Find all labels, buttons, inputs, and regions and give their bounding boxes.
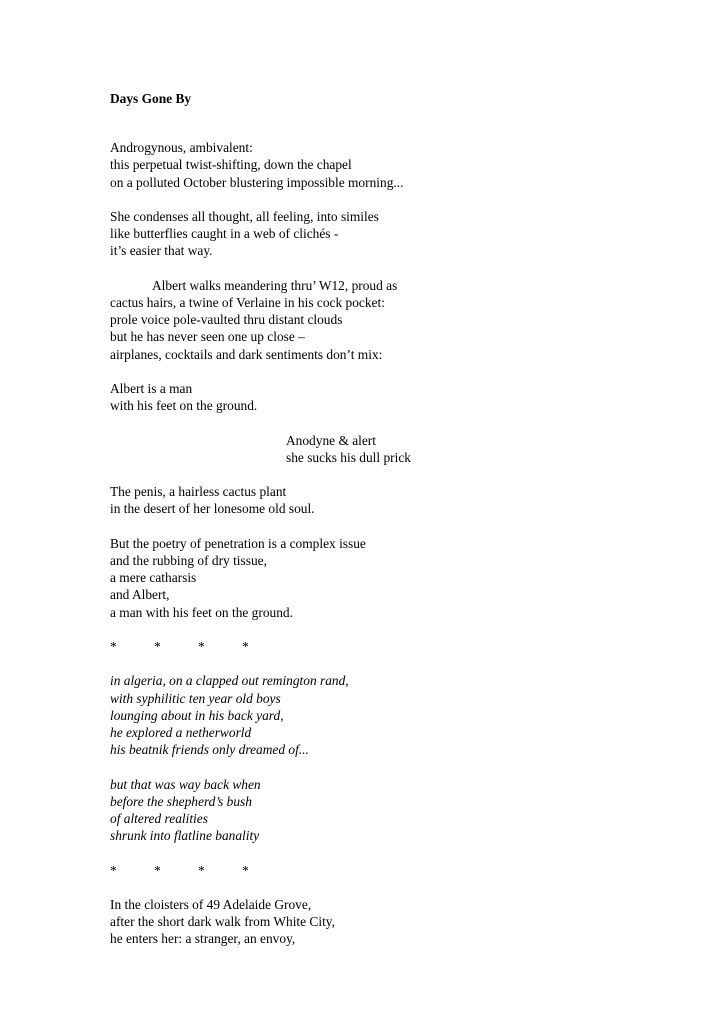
- section-divider-stars: [110, 862, 710, 879]
- poem-line: shrunk into flatline banality: [110, 828, 260, 844]
- poem-line: he enters her: a stranger, an envoy,: [110, 931, 296, 947]
- stanza-4: [110, 380, 710, 414]
- poem-line: she sucks his dull prick: [286, 449, 411, 465]
- star-glyph: *: [110, 638, 117, 654]
- poem-line: In the cloisters of 49 Adelaide Grove,: [110, 896, 312, 912]
- poem-line: but he has never seen one up close –: [110, 329, 305, 345]
- stanza-8: [110, 896, 710, 948]
- poem-line-indented: Albert walks meandering thru’ W12, proud as: [152, 277, 398, 293]
- poem-line: lounging about in his back yard,: [110, 707, 284, 723]
- star-glyph: *: [110, 862, 117, 878]
- poem-line: airplanes, cocktails and dark sentiments don’t mix:: [110, 346, 383, 362]
- poem-line: a man with his feet on the ground.: [110, 604, 293, 620]
- stanza-6: [110, 483, 710, 517]
- poem-line: but that was way back when: [110, 776, 261, 792]
- italic-stanza-2: [110, 776, 710, 845]
- poem-line: he explored a netherworld: [110, 724, 252, 740]
- poem-line: before the shepherd’s bush: [110, 793, 252, 809]
- poem-line: Androgynous, ambivalent:: [110, 140, 253, 156]
- stanza-2: [110, 208, 710, 260]
- poem-line: this perpetual twist-shifting, down the chapel: [110, 157, 352, 173]
- star-glyph: *: [242, 862, 249, 878]
- poem-line: it’s easier that way.: [110, 243, 213, 259]
- poem-line: prole voice pole-vaulted thru distant clouds: [110, 312, 343, 328]
- stanza-1: [110, 139, 710, 191]
- poem-title: Days Gone By: [110, 91, 192, 106]
- poem-line: The penis, a hairless cactus plant: [110, 484, 287, 500]
- poem-line: like butterflies caught in a web of clichés -: [110, 226, 339, 242]
- poem-line: with syphilitic ten year old boys: [110, 690, 281, 706]
- poem-line: and Albert,: [110, 587, 170, 603]
- star-glyph: *: [154, 862, 161, 878]
- poem-line: cactus hairs, a twine of Verlaine in his cock pocket:: [110, 295, 385, 310]
- poem-line: Albert is a man: [110, 381, 193, 396]
- poem-line: his beatnik friends only dreamed of...: [110, 742, 309, 758]
- star-glyph: *: [198, 862, 205, 878]
- section-divider-stars: [110, 638, 710, 655]
- stanza-3: [110, 277, 710, 363]
- star-glyph: *: [198, 638, 205, 654]
- italic-stanza-1: [110, 672, 710, 758]
- poem-line: in algeria, on a clapped out remington rand,: [110, 673, 349, 689]
- poem-page: [110, 90, 710, 965]
- poem-line: Anodyne & alert: [286, 432, 376, 448]
- poem-line: of altered realities: [110, 810, 208, 826]
- poem-line: a mere catharsis: [110, 570, 197, 586]
- stanza-7: [110, 535, 710, 621]
- star-glyph: *: [242, 638, 249, 654]
- poem-line: She condenses all thought, all feeling, into similes: [110, 209, 379, 224]
- poem-line: with his feet on the ground.: [110, 398, 258, 414]
- poem-line: But the poetry of penetration is a complex issue: [110, 535, 366, 551]
- poem-line: on a polluted October blustering impossible morning...: [110, 174, 404, 190]
- poem-line: after the short dark walk from White City,: [110, 914, 335, 930]
- stanza-5: [110, 432, 710, 466]
- star-glyph: *: [154, 638, 161, 654]
- poem-line: and the rubbing of dry tissue,: [110, 552, 267, 568]
- poem-line: in the desert of her lonesome old soul.: [110, 501, 315, 517]
